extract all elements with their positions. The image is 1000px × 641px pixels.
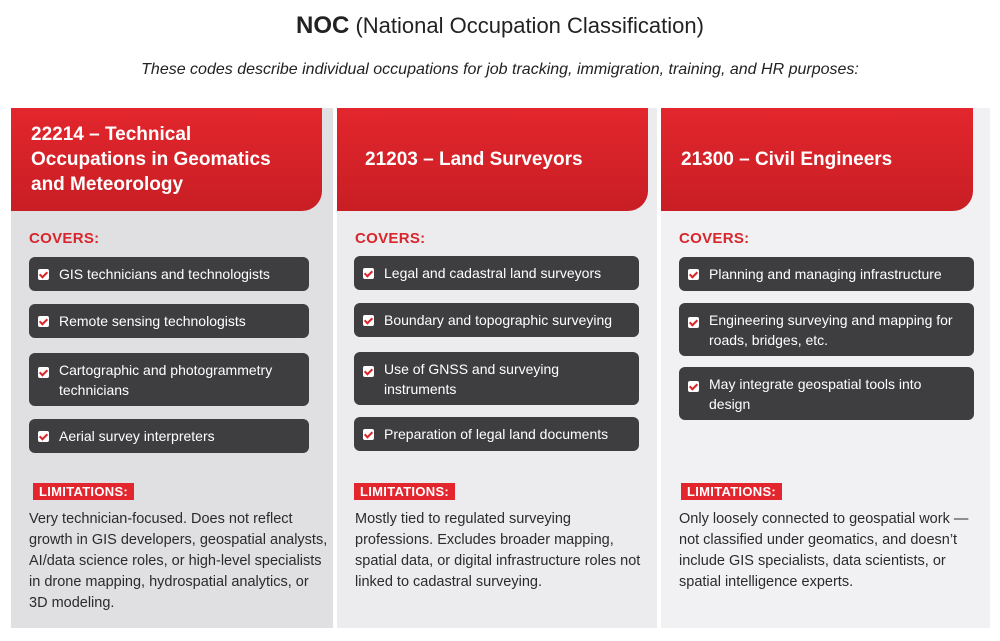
covers-label: COVERS: xyxy=(29,230,100,247)
checkbox-icon xyxy=(38,431,49,442)
covers-item xyxy=(354,256,639,290)
covers-item-text: Use of GNSS and surveying instruments xyxy=(384,360,560,397)
checkbox-icon xyxy=(38,269,49,280)
limitations-text: Only loosely connected to geospatial work — not classified under geomatics, and doesn’t include GIS specialists, data scientists, or spatial intelligence experts. xyxy=(679,511,969,590)
noc-column-21300 xyxy=(661,108,990,628)
covers-item xyxy=(354,303,639,337)
checkbox-icon xyxy=(38,367,49,378)
covers-item xyxy=(354,352,639,405)
covers-item xyxy=(29,419,309,453)
covers-item xyxy=(29,353,309,406)
covers-item xyxy=(679,257,974,291)
covers-label: COVERS: xyxy=(355,230,426,247)
covers-item-text: Aerial survey interpreters xyxy=(59,428,215,444)
covers-item xyxy=(679,303,974,356)
covers-item-text: Legal and cadastral land surveyors xyxy=(384,265,602,281)
limitations-label: LIMITATIONS: xyxy=(33,483,134,500)
noc-column-21203 xyxy=(337,108,657,628)
page-subtitle: These codes describe individual occupations for job tracking, immigration, training, and HR purposes: xyxy=(141,61,859,78)
covers-item xyxy=(679,367,974,420)
noc-column-22214 xyxy=(11,108,333,628)
column-heading: 21300 – Civil Engineers xyxy=(661,108,973,211)
covers-item-text: Engineering surveying and mapping for roads, bridges, etc. xyxy=(709,311,953,348)
checkbox-icon xyxy=(38,316,49,327)
covers-item-text: May integrate geospatial tools into design xyxy=(709,375,922,412)
limitations-label: LIMITATIONS: xyxy=(681,483,782,500)
checkbox-icon xyxy=(688,317,699,328)
covers-item-text: Preparation of legal land documents xyxy=(384,426,609,442)
limitations-text: Very technician-focused. Does not reflect growth in GIS developers, geospatial analysts, AI/data science roles, or high-level specialists in drone mapping, hydrospatial analytics, or 3D modeling. xyxy=(29,511,328,611)
covers-item-text: Remote sensing technologists xyxy=(59,313,246,329)
checkbox-icon xyxy=(688,269,699,280)
column-heading: 21203 – Land Surveyors xyxy=(337,108,648,211)
checkbox-icon xyxy=(363,268,374,279)
column-heading: 22214 – Technical Occupations in Geomatics and Meteorology xyxy=(11,108,322,211)
title-acronym: NOC xyxy=(296,12,350,39)
covers-item xyxy=(29,304,309,338)
limitations-text: Mostly tied to regulated surveying professions. Excludes broader mapping, spatial data, or digital infrastructure roles not linked to cadastral surveying. xyxy=(355,511,641,590)
limitations-label: LIMITATIONS: xyxy=(354,483,455,500)
covers-item-text: GIS technicians and technologists xyxy=(59,266,270,282)
checkbox-icon xyxy=(363,315,374,326)
page-title xyxy=(0,12,1000,40)
checkbox-icon xyxy=(363,366,374,377)
covers-item-text: Planning and managing infrastructure xyxy=(709,266,942,282)
covers-item xyxy=(354,417,639,451)
checkbox-icon xyxy=(363,429,374,440)
covers-label: COVERS: xyxy=(679,230,750,247)
covers-item xyxy=(29,257,309,291)
covers-item-text: Cartographic and photogrammetry technicians xyxy=(59,361,273,398)
checkbox-icon xyxy=(688,381,699,392)
title-expansion: (National Occupation Classification) xyxy=(349,13,704,38)
covers-item-text: Boundary and topographic surveying xyxy=(384,312,613,328)
